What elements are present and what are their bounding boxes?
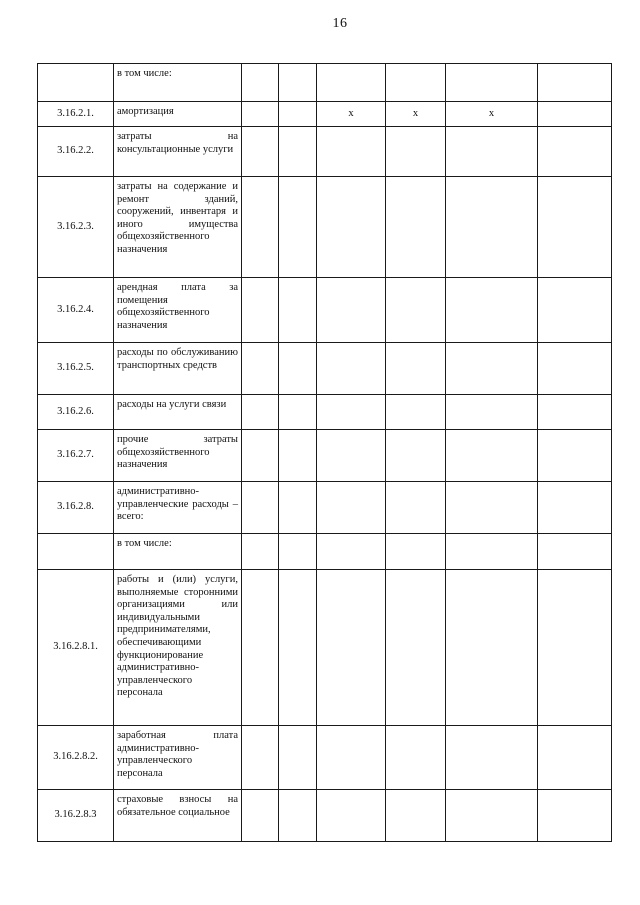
row-code: 3.16.2.6. [38,395,114,430]
value-cell [386,64,446,102]
value-cell [446,395,538,430]
value-cell [538,395,612,430]
table-row [38,127,612,177]
value-cell [242,343,279,395]
value-cell [386,534,446,570]
value-cell [242,102,279,127]
value-cell [317,570,386,726]
row-name: затраты на содержание и ремонт зданий, сооружений, инвентаря и иного имущества общехозяйственного назначения [114,177,242,278]
row-name: в том числе: [114,534,242,570]
row-code: 3.16.2.1. [38,102,114,127]
value-cell [446,278,538,343]
table-row [38,534,612,570]
value-cell [242,726,279,790]
value-cell [317,278,386,343]
value-cell [386,343,446,395]
table-row [38,570,612,726]
table-row [38,177,612,278]
value-cell [386,790,446,842]
budget-table [37,63,612,842]
value-cell [386,395,446,430]
value-cell [242,278,279,343]
value-cell [538,177,612,278]
value-cell [386,127,446,177]
value-cell [317,127,386,177]
value-cell [386,726,446,790]
value-cell [538,790,612,842]
value-cell [279,64,317,102]
table-row [38,430,612,482]
row-name: административно-управленческие расходы – всего: [114,482,242,534]
value-cell [279,177,317,278]
value-cell [279,790,317,842]
value-cell [279,395,317,430]
value-cell [317,482,386,534]
row-name: работы и (или) услуги, выполняемые сторонними организациями или индивидуальными предпринимателями, обеспечивающими функционирование административно-управленческого персонала [114,570,242,726]
value-cell [538,726,612,790]
value-cell [279,127,317,177]
value-cell [538,430,612,482]
row-code: 3.16.2.8.1. [38,570,114,726]
table-row [38,395,612,430]
value-cell [242,64,279,102]
value-cell [317,534,386,570]
row-name: амортизация [114,102,242,127]
value-cell [317,430,386,482]
row-code: 3.16.2.3. [38,177,114,278]
value-cell: x [446,102,538,127]
value-cell [242,534,279,570]
table-row [38,482,612,534]
table-row [38,343,612,395]
row-code [38,64,114,102]
value-cell [538,482,612,534]
value-cell [538,570,612,726]
row-code: 3.16.2.7. [38,430,114,482]
row-name: арендная плата за помещения общехозяйственного назначения [114,278,242,343]
table-row [38,278,612,343]
row-name: затраты на консультационные услуги [114,127,242,177]
row-name: расходы по обслуживанию транспортных средств [114,343,242,395]
value-cell [279,726,317,790]
value-cell [446,726,538,790]
value-cell [317,395,386,430]
row-code: 3.16.2.5. [38,343,114,395]
value-cell [279,570,317,726]
value-cell [279,482,317,534]
value-cell: x [317,102,386,127]
value-cell [386,177,446,278]
value-cell [386,430,446,482]
row-name: расходы на услуги связи [114,395,242,430]
value-cell [538,534,612,570]
row-name: заработная плата административно-управленческого персонала [114,726,242,790]
value-cell [386,482,446,534]
value-cell [242,482,279,534]
value-cell [279,278,317,343]
value-cell [446,570,538,726]
value-cell [317,177,386,278]
value-cell [242,395,279,430]
value-cell [242,570,279,726]
value-cell [317,64,386,102]
value-cell [538,278,612,343]
value-cell [242,790,279,842]
value-cell [446,790,538,842]
row-code: 3.16.2.8. [38,482,114,534]
value-cell [279,534,317,570]
table-row [38,102,612,127]
value-cell [386,570,446,726]
value-cell [279,430,317,482]
value-cell [317,726,386,790]
row-code: 3.16.2.2. [38,127,114,177]
row-name: прочие затраты общехозяйственного назначения [114,430,242,482]
value-cell [446,64,538,102]
row-code: 3.16.2.8.3 [38,790,114,842]
value-cell [538,127,612,177]
value-cell: x [386,102,446,127]
value-cell [446,127,538,177]
value-cell [538,102,612,127]
value-cell [242,430,279,482]
table-row [38,726,612,790]
value-cell [386,278,446,343]
table-row [38,64,612,102]
value-cell [538,64,612,102]
table-row [38,790,612,842]
row-code [38,534,114,570]
value-cell [279,102,317,127]
row-name: страховые взносы на обязательное социальное [114,790,242,842]
value-cell [279,343,317,395]
value-cell [446,343,538,395]
row-code: 3.16.2.4. [38,278,114,343]
value-cell [446,482,538,534]
value-cell [446,534,538,570]
value-cell [538,343,612,395]
value-cell [242,177,279,278]
page-number: 16 [332,16,348,31]
value-cell [242,127,279,177]
value-cell [317,343,386,395]
value-cell [446,430,538,482]
row-code: 3.16.2.8.2. [38,726,114,790]
row-name: в том числе: [114,64,242,102]
value-cell [446,177,538,278]
value-cell [317,790,386,842]
